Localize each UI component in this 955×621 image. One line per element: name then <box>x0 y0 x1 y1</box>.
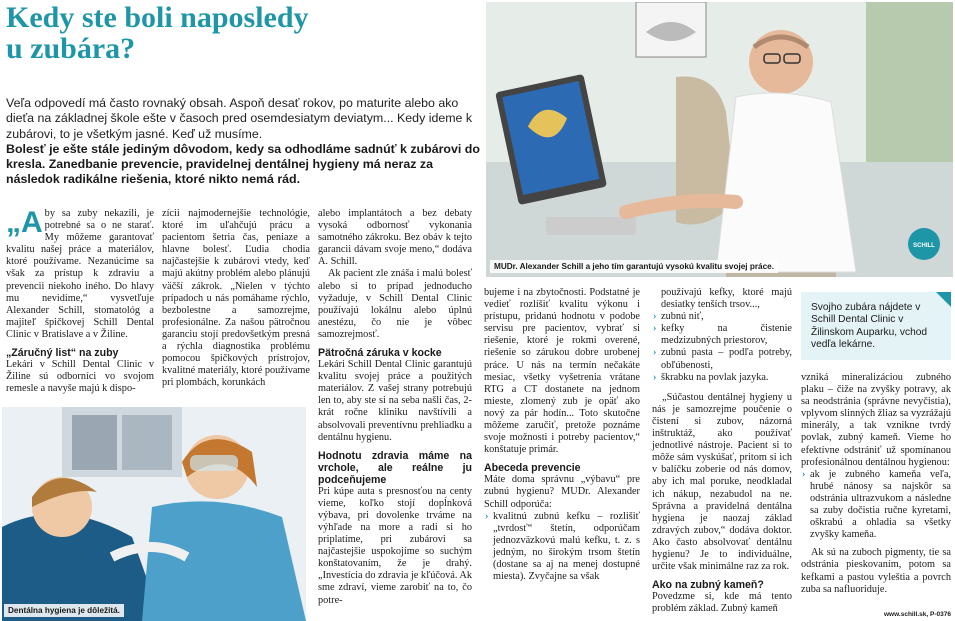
col6-paragraph-2: Ak sú na zuboch pigmenty, tie sa odstránia pieskovaním, potom sa kefkami a pastou vyleštia a povrch zuba sa nafluoriduje. <box>801 547 951 595</box>
article-column-5 <box>652 287 792 615</box>
photo-doctor-illustration <box>486 2 953 277</box>
col5-paragraph-1: používajú kefky, ktoré majú desiatky tenších trsov..., <box>661 287 792 311</box>
col5-list <box>652 311 792 384</box>
photo-doctor <box>486 2 953 277</box>
photo-hygiene-illustration <box>2 407 306 621</box>
col3-paragraph-4: Pri kúpe auta s presnosťou na centy vieme, koľko stojí dopĺnková výbava, pri dovolenke trváme na výhľade na more a radi si ho priplatíme, pri zubárovi sa najčastejšie uspokojíme so suchým konštatovaním, že je drahý. „Investícia do zdravia je kľúčová. Ak sme zdraví, vieme zarobiť na to, čo potre- <box>318 485 473 606</box>
photo-hygiene-caption: Dentálna hygiena je dôležitá. <box>4 604 124 617</box>
col5-paragraph-3: Povedzme si, kde má tento problém základ. Zubný kameň <box>652 591 792 615</box>
col4-paragraph-1: bujeme i na zbytočnosti. Podstatné je vedieť rozlíšiť kvalitu výkonu i prístupu, pridanú hodnotu v podobe servisu pre pacientov, vybrať si riešenie, ktoré je rokmi overené, riešenie so zárukou dobre urobenej práce. U nás na termín nečakáte mesiac, všetky vyšetrenia vrátane RTG a CT dostanete na jednom mieste, zlomený zub je opäť ako nový za pár hodín... Toto skutočne môžeme zaručiť, pretože poznáme svoje možnosti i potreby pacientov,“ konštatuje primár. <box>484 287 640 456</box>
corner-accent-icon <box>936 292 951 307</box>
schill-logo-badge: SCHILL <box>913 243 935 249</box>
list-item: › zubnú pasta – podľa potreby, obľúbenosti, <box>652 347 792 371</box>
photo-doctor-caption: MUDr. Alexander Schill a jeho tím garantujú vysokú kvalitu svojej práce. <box>490 260 778 273</box>
col1-paragraph-1: „Aby sa zuby nekazili, je potrebné sa o ne starať. My môžeme garantovať kvalitu našej práce a materiálov, ktoré používame. Nezanúcime sa však za prístup k zdraviu a prevencii niekoho iného. Do hlavy mu nevidíme,“ vysvetľuje Alexander Schill, stomatológ a majiteľ špičkovej Schill Dental Clinic v Bratislave a v Žiline. <box>6 206 154 340</box>
col6-list <box>801 469 951 542</box>
lead-intro: Veľa odpovedí má často rovnaký obsah. Aspoň desať rokov, po maturite alebo ako dieťa na základnej škole ešte v časoch pred osemdesiatym deviatym... Kedy ideme k zubárovi, to je všetkým jasné. Keď už musíme. <box>6 96 473 141</box>
col3-heading-1: Pätročná záruka v kocke <box>318 347 442 360</box>
lead-paragraph <box>6 96 480 188</box>
col4-heading: Abeceda prevencie <box>484 462 581 475</box>
headline <box>6 2 476 64</box>
article-column-1 <box>6 208 154 395</box>
col5-paragraph-2: „Súčastou dentálnej hygieny u nás je samozrejme poučenie o čistení si zubov, názorná inštruktáž, ako používať jednotlivé nástroje. Pacient si to môže sám vyskúšať, pritom si ich v balíčku zoberie od nás domov, aby ich mal poruke, neodkladal ich nákup, nezabudol na ne. Správna a pravidelná dentálna hygiena je naozaj základ zdravých zubov,“ dodáva doktor. Ako často absolvovať dentálnu hygienu? Je to individuálne, určite však minimálne raz za rok. <box>652 391 792 573</box>
headline-line1: Kedy ste boli naposledy <box>6 1 309 34</box>
article-column-6 <box>801 372 951 596</box>
lead-bold: Bolesť je ešte stále jediným dôvodom, kedy sa odhodláme sadnúť k zubárovi do kresla. Zanedbanie prevencie, pravidelnej dentálnej hygieny má neraz za následok radikálne riešenia, ktoré nikto nemá rád. <box>6 141 480 187</box>
article-column-4 <box>484 287 640 583</box>
list-item: › zubnú niť, <box>652 311 792 323</box>
clinic-location-text: Svojho zubára nájdete v Schill Dental Clinic v Žilinskom Auparku, vchod vedľa lekárne. <box>811 302 928 351</box>
col3-heading-2: Hodnotu zdravia máme na vrchole, ale reálne ju podceňujeme <box>318 449 472 486</box>
article-column-3 <box>318 208 472 607</box>
list-item: › kvalitnú zubnú kefku – rozlišiť „tvrdosť“ štetín, odporúčam jednozväzkovú malú kefku, t. z. s jedným, no širokým trsom štetín (dostane sa aj na menej dostupné miesta). Zvyčajne sa však <box>484 511 640 584</box>
col5-heading: Ako na zubný kameň? <box>652 579 764 592</box>
list-item: › ak je zubného kameňa veľa, hrubé nánosy sa najskôr sa odstránia ultrazvukom a následne sa zuby dočistia ručne kyretami, oškrabú a ohladia sa všetky zvyšky kameňa. <box>801 469 951 542</box>
article-column-2 <box>162 208 310 389</box>
col6-paragraph-1: vzniká mineralizáciou zubného plaku – čiže na zvyšky potravy, ak sa neodstránia (správne nevyčistia), vplyvom slinných žliaz sa vyzrážajú minerály, a tak vznikne tvrdý povlak, zubný kameň. Vieme ho efektívne odstrániť už spomínanou profesionálnou dentálnou hygienou: <box>801 372 951 468</box>
col3-paragraph-2: Ak pacient zle znáša i malú bolesť alebo si to prípad jednoducho vyžaduje, v Schill Dental Clinic používajú lokálnu alebo úplnú anestézu, čo nie je vôbec samozrejmosť. <box>318 268 472 340</box>
col2-paragraph-1: zícii najmodernejšie technológie, ktoré im uľahčujú prácu a pacientom šetria čas, peniaze a hlavne bolesť. Ľudia chodia najčastejšie k zubárovi vtedy, keď majú akútny problém alebo plánujú väčší zákrok. „Nielen v týchto prípadoch u nás pomáhame rýchlo, bezbolestne a samozrejme, profesionálne. Za našou pätročnou garanciu stojí predovšetkým presná a rýchla diagnostika problému pomocou špičkových prístrojov, kvalitné materiály, ktoré používame pri plombách, korunkách <box>162 208 311 389</box>
list-item: › škrabku na povlak jazyka. <box>652 372 792 384</box>
dropcap: „A <box>6 206 43 239</box>
col1-heading: „Záručný list“ na zuby <box>6 347 119 360</box>
footer-url: www.schill.sk, P-0376 <box>884 611 951 618</box>
list-item: › kefky na čistenie medzizubných priestorov, <box>652 323 792 347</box>
clinic-location-box <box>801 292 951 360</box>
photo-hygiene <box>2 407 306 621</box>
col1-paragraph-2: Lekári v Schill Dental Clinic v Žiline sú odborníci vo svojom remesle a navyše majú k dispo- <box>6 359 154 395</box>
col4-paragraph-2: Máte doma správnu „výbavu“ pre zubnú hygienu? MUDr. Alexander Schill odporúča: <box>484 474 640 510</box>
col3-paragraph-3: Lekári Schill Dental Clinic garantujú kvalitu svojej práce a použitých materiálov. Z vašej strany potrebujú len to, aby ste si na seba našli čas, 2-krát ročne kliniku navštívili a absolvovali preventívnu prehliadku a dentálnu hygienu. <box>318 359 472 443</box>
col3-paragraph-1: alebo implantátoch a bez debaty vysoká odbornosť vykonania samotného zákroku. Bez obáv k tejto garancii dávam svoje meno,“ dodáva A. Schill. <box>318 208 472 268</box>
col4-list <box>484 511 640 584</box>
headline-line2: u zubára? <box>6 32 136 65</box>
